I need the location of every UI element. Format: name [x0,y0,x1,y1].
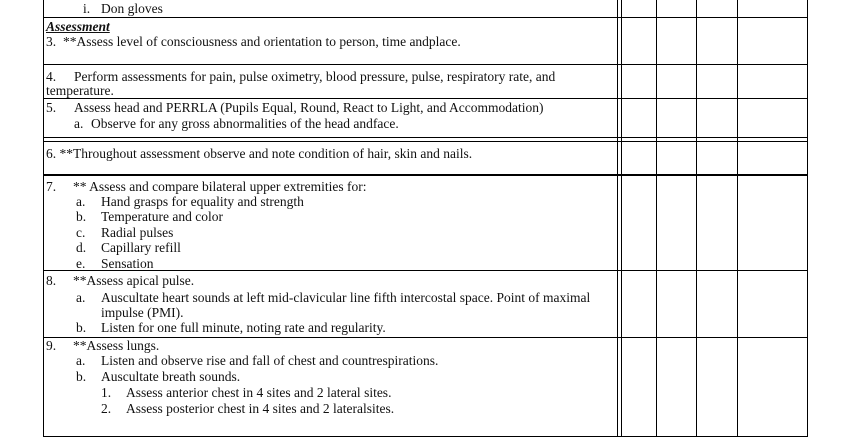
step7-sub-marker: d. [76,240,87,255]
top-item-text: Don gloves [101,1,163,16]
step4-number: 4. [46,69,57,84]
step9-text: **Assess lungs. [73,338,160,353]
step8-sub-text-cont: impulse (PMI). [101,305,184,320]
step4-text-cont: temperature. [46,83,114,98]
step5-number: 5. [46,100,57,115]
column-divider [621,0,622,437]
row-divider [43,98,808,99]
step7-sub-marker: e. [76,256,86,271]
step9-subsub-text: Assess posterior chest in 4 sites and 2 lateralsites. [126,401,395,416]
row-divider [43,17,808,18]
step8-sub-text: Auscultate heart sounds at left mid-clavicular line fifth intercostal space. Point of maximal [101,290,591,305]
step9-sub-marker: a. [76,353,86,368]
step7-sub-marker: a. [76,194,86,209]
assessment-heading: Assessment [46,19,110,34]
step7-sub-marker: b. [76,209,87,224]
step7-sub-text: Sensation [101,256,154,271]
step8-sub-marker: b. [76,320,87,335]
step9-subsub-marker: 2. [101,401,112,416]
step9-sub-text: Listen and observe rise and fall of chest and countrespirations. [101,353,439,368]
table-border-left [43,0,44,437]
table-border-right [807,0,808,437]
column-divider [737,0,738,437]
step7-number: 7. [46,179,57,194]
step7-sub-text: Radial pulses [101,225,174,240]
row-divider [43,174,808,176]
step5-text: Assess head and PERRLA (Pupils Equal, Round, React to Light, and Accommodation) [74,100,544,115]
step9-sub-text: Auscultate breath sounds. [101,369,241,384]
column-divider [696,0,697,437]
column-divider [656,0,657,437]
step9-subsub-marker: 1. [101,385,112,400]
row-divider [43,141,808,142]
step7-text: ** Assess and compare bilateral upper extremities for: [73,179,367,194]
column-divider [617,0,618,437]
step9-subsub-text: Assess anterior chest in 4 sites and 2 lateral sites. [126,385,392,400]
top-item-marker: i. [83,1,91,16]
step5-sub-text: Observe for any gross abnormalities of the head andface. [91,116,399,131]
step4-text: Perform assessments for pain, pulse oximetry, blood pressure, pulse, respiratory rate, and [74,69,556,84]
step8-sub-text: Listen for one full minute, noting rate and regularity. [101,320,386,335]
step7-sub-marker: c. [76,225,86,240]
step3-number: 3. [46,34,57,49]
step9-sub-marker: b. [76,369,87,384]
step7-sub-text: Temperature and color [101,209,223,224]
step7-sub-text: Capillary refill [101,240,181,255]
row-divider [43,270,808,271]
step3-text: **Assess level of consciousness and orientation to person, time andplace. [63,34,461,49]
step8-number: 8. [46,273,57,288]
row-divider [43,64,808,65]
step9-number: 9. [46,338,57,353]
step8-sub-marker: a. [76,290,86,305]
step7-sub-text: Hand grasps for equality and strength [101,194,304,209]
step8-text: **Assess apical pulse. [73,273,195,288]
step6-text: 6. **Throughout assessment observe and note condition of hair, skin and nails. [46,146,473,161]
row-divider [43,137,808,138]
table-border-bottom [43,436,808,437]
step5-sub-marker: a. [74,116,84,131]
